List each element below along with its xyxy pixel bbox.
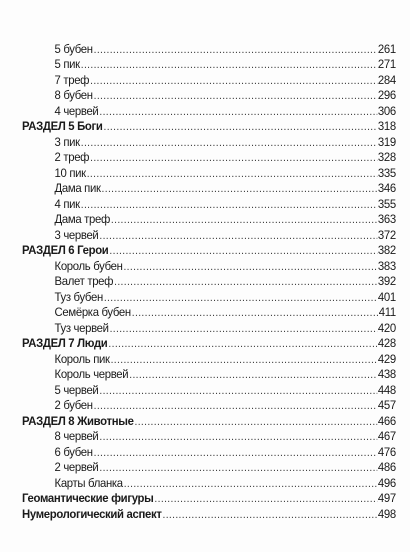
toc-entry	[22, 149, 396, 165]
toc-entry	[22, 443, 396, 459]
toc-entry-title: 5 червей	[54, 382, 99, 397]
toc-entry-title: РАЗДЕЛ 8 Животные	[22, 413, 134, 428]
toc-entry-title: 6 бубен	[54, 444, 93, 459]
toc-entry	[22, 397, 396, 413]
toc-page-number: 497	[377, 491, 396, 506]
dot-leader	[94, 45, 377, 56]
toc-entry	[22, 304, 396, 320]
toc-entry-title: Король бубен	[54, 258, 123, 273]
dot-leader	[111, 215, 377, 226]
toc-page-number: 271	[377, 57, 396, 72]
dot-leader	[81, 60, 377, 71]
toc-entry-title: РАЗДЕЛ 6 Герои	[22, 243, 109, 258]
toc-entry-title: 3 пик	[54, 134, 80, 149]
toc-page-number: 420	[377, 320, 396, 335]
dot-leader	[90, 76, 377, 87]
toc-page-number: 346	[377, 181, 396, 196]
toc-page-number: 372	[377, 227, 396, 242]
dot-leader	[109, 246, 377, 257]
toc-page-number: 486	[377, 460, 396, 475]
toc-entry	[22, 226, 396, 242]
toc-entry	[22, 180, 396, 196]
toc-page-number: 457	[377, 398, 396, 413]
toc-page-number: 438	[377, 367, 396, 382]
toc-entry	[22, 133, 396, 149]
dot-leader	[129, 370, 377, 381]
toc-entry	[22, 164, 396, 180]
toc-page-number: 411	[378, 305, 396, 320]
toc-entry-title: 7 треф	[54, 72, 90, 87]
dot-leader	[104, 122, 377, 133]
toc-page-number: 448	[377, 382, 396, 397]
dot-leader	[108, 339, 377, 350]
toc-section-heading	[22, 118, 396, 134]
toc-entry-title: Туз червей	[54, 320, 109, 335]
toc-page-number: 318	[377, 119, 396, 134]
toc-entry-title: 2 червей	[54, 460, 99, 475]
toc-page-number: 319	[377, 134, 396, 149]
toc-entry-title: Геомантические фигуры	[22, 491, 154, 506]
toc-page-number: 306	[377, 103, 396, 118]
toc-entry	[22, 102, 396, 118]
toc-entry-title: РАЗДЕЛ 7 Люди	[22, 336, 108, 351]
toc-entry-title: Король пик	[54, 351, 110, 366]
toc-page-number: 467	[377, 429, 396, 444]
dot-leader	[99, 432, 377, 443]
toc-section-heading	[22, 335, 396, 351]
toc-entry	[22, 56, 396, 72]
toc-entry	[22, 459, 396, 475]
toc-page-number: 328	[377, 150, 396, 165]
dot-leader	[102, 184, 377, 195]
dot-leader	[94, 91, 377, 102]
toc-entry	[22, 195, 396, 211]
dot-leader	[90, 153, 377, 164]
toc-entry	[22, 40, 396, 56]
toc-entry-title: РАЗДЕЛ 5 Боги	[22, 119, 103, 134]
toc-entry-title: 4 червей	[54, 103, 99, 118]
toc-entry-title: 10 пик	[54, 165, 86, 180]
toc-page-number: 496	[377, 475, 396, 490]
dot-leader	[87, 169, 377, 180]
toc-entry	[22, 273, 396, 289]
toc-entry	[22, 257, 396, 273]
toc-entry-title: 5 пик	[54, 57, 80, 72]
toc-section-heading	[22, 490, 396, 506]
toc-entry	[22, 288, 396, 304]
toc-entry	[22, 87, 396, 103]
toc-entry-title: 8 бубен	[54, 88, 93, 103]
dot-leader	[104, 293, 377, 304]
toc-page-number: 429	[377, 351, 396, 366]
toc-page-number: 261	[377, 41, 396, 56]
toc-page-number: 363	[377, 212, 396, 227]
dot-leader	[94, 401, 377, 412]
dot-leader	[94, 448, 377, 459]
toc-entry-title: Туз бубен	[54, 289, 103, 304]
dot-leader	[162, 510, 376, 521]
dot-leader	[99, 231, 377, 242]
toc-page-number: 335	[377, 165, 396, 180]
toc-page-number: 498	[377, 506, 396, 521]
toc-page-number: 296	[377, 88, 396, 103]
toc-section-heading	[22, 242, 396, 258]
dot-leader	[114, 277, 377, 288]
toc-entry-title: Семёрка бубен	[54, 305, 131, 320]
dot-leader	[124, 479, 377, 490]
toc-entry-title: Дама треф	[54, 212, 110, 227]
toc-page-number: 383	[377, 258, 396, 273]
toc-page-number: 284	[377, 72, 396, 87]
toc-entry	[22, 350, 396, 366]
dot-leader	[134, 417, 376, 428]
table-of-contents	[22, 40, 396, 521]
toc-entry	[22, 381, 396, 397]
toc-page-number: 476	[377, 444, 396, 459]
dot-leader	[132, 308, 378, 319]
toc-page-number: 355	[377, 196, 396, 211]
toc-entry	[22, 211, 396, 227]
toc-entry	[22, 319, 396, 335]
dot-leader	[99, 107, 377, 118]
toc-page-number: 392	[377, 274, 396, 289]
dot-leader	[81, 138, 377, 149]
toc-entry-title: 2 треф	[54, 150, 90, 165]
dot-leader	[123, 262, 377, 273]
toc-entry-title: 4 пик	[54, 196, 80, 211]
toc-page-number: 401	[377, 289, 396, 304]
toc-entry-title: 3 червей	[54, 227, 99, 242]
dot-leader	[81, 200, 377, 211]
toc-page-number: 428	[377, 336, 396, 351]
toc-section-heading	[22, 505, 396, 521]
toc-entry-title: Нумерологический аспект	[22, 506, 162, 521]
dot-leader	[99, 463, 377, 474]
toc-entry-title: Король червей	[54, 367, 129, 382]
toc-entry	[22, 474, 396, 490]
toc-entry-title: 5 бубен	[54, 41, 93, 56]
dot-leader	[111, 355, 377, 366]
dot-leader	[154, 494, 377, 505]
toc-entry	[22, 366, 396, 382]
dot-leader	[99, 386, 377, 397]
toc-page-number: 382	[377, 243, 396, 258]
toc-entry-title: Валет треф	[54, 274, 114, 289]
toc-page-number: 466	[377, 413, 396, 428]
dot-leader	[110, 324, 377, 335]
toc-entry-title: Карты бланка	[54, 475, 123, 490]
toc-entry-title: 2 бубен	[54, 398, 93, 413]
toc-entry	[22, 71, 396, 87]
toc-section-heading	[22, 412, 396, 428]
toc-entry-title: Дама пик	[54, 181, 101, 196]
toc-entry-title: 8 червей	[54, 429, 99, 444]
toc-entry	[22, 428, 396, 444]
